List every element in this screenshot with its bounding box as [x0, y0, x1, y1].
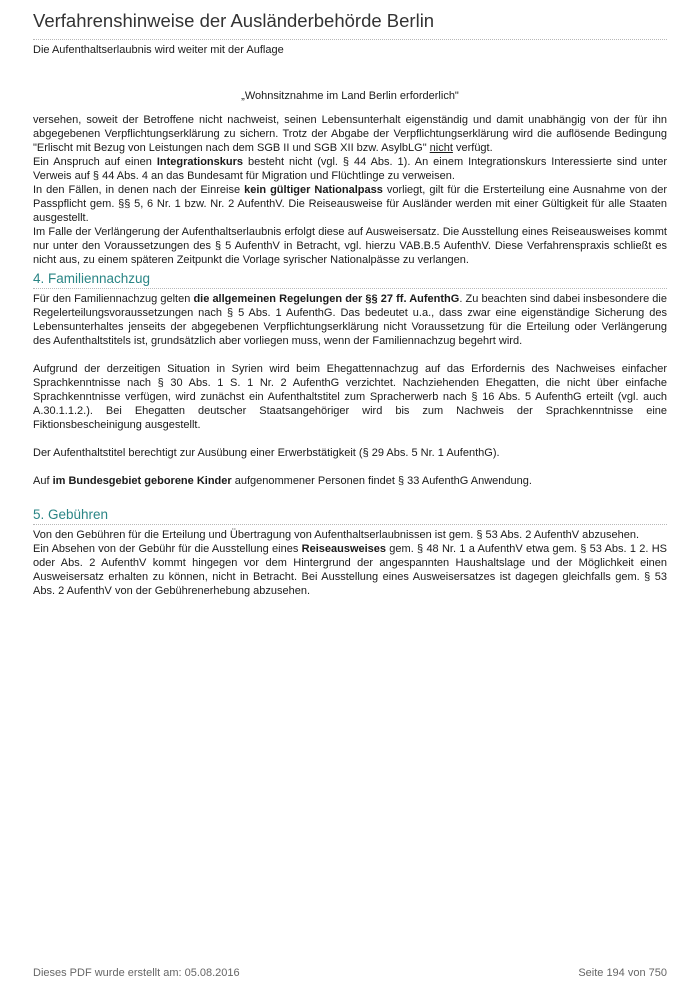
- paragraph-text: Für den Familiennachzug gelten: [33, 293, 194, 305]
- paragraph-text: versehen, soweit der Betroffene nicht nachweist, seinen Lebensunterhalt eigenständig und damit unabhängig von der für ihn abgegebenen Verpflichtungserklärung zu sichern. Trotz der Abgabe der Verpflichtungserklärung wird die auflösende Bedingung "Erlischt mit Bezug von Leistungen nach dem SGB II und SGB XII bzw. AsylbLG": [33, 114, 667, 154]
- paragraph: [33, 113, 667, 155]
- paragraph-text: . Zu beachten sind dabei insbesondere die Regelerteilungsvoraussetzungen nach § 5 Abs. 1 AufenthG. Das bedeutet u.a., dass zwar eine eigenständige Sicherung des Lebensunterhaltes jenseits der abgegebenen Verpflichtungserklärung nicht Voraussetzung für die Erteilung oder Verlängerung des Aufenthaltstitels ist, grundsätzlich aber vorliegen muss, wenn der Familiennachzug begehrt wird.: [33, 293, 667, 347]
- paragraph: Im Falle der Verlängerung der Aufenthaltserlaubnis erfolgt diese auf Ausweisersatz. Die Ausstellung eines Reiseausweises kommt nur unter den Voraussetzungen des § 5 AufenthV in Betracht, vgl. hierzu VAB.B.5 AufenthV. Diese Verfahrenspraxis schließt es nicht aus, zu einem späteren Zeitpunkt die Vorlage syrischer Nationalpässe zu verlangen.: [33, 226, 667, 266]
- paragraph-text: aufgenommener Personen findet § 33 AufenthG Anwendung.: [231, 475, 532, 487]
- bold-text: kein gültiger Nationalpass: [244, 184, 383, 196]
- bold-text: die allgemeinen Regelungen der §§ 27 ff. AufenthG: [193, 293, 460, 305]
- paragraph-text: vorliegt, gilt für die Ersterteilung eine Ausnahme von der Passpflicht gem. §§ 5, 6 Nr. 1 bzw. Nr. 2 AufenthV. Die Reiseausweise für Ausländer werden mit einer Gültigkeit für alle Staaten ausgestellt.: [33, 184, 667, 224]
- document-body: [33, 113, 667, 598]
- paragraph: Von den Gebühren für die Erteilung und Übertragung von Aufenthaltserlaubnissen ist gem. § 53 Abs. 2 AufenthV abzusehen.: [33, 529, 640, 541]
- paragraph: Aufgrund der derzeitigen Situation in Syrien wird beim Ehegattennachzug auf das Erfordernis des Nachweises einfacher Sprachkenntnisse nach § 30 Abs. 1 S. 1 Nr. 2 AufenthG verzichtet. Nachziehenden Ehegatten, die nicht über einfache Sprachkenntnisse verfügen, wird zunächst ein Aufenthaltstitel zum Spracherwerb nach § 16 Abs. 5 AufenthG erteilt (vgl. auch A.30.1.1.2.). Bei Ehegatten deutscher Staatsangehöriger wird bis zum Nachweis der Sprachkenntnisse eine Fiktionsbescheinigung ausgestellt.: [33, 363, 667, 431]
- bold-text: im Bundesgebiet geborene Kinder: [52, 475, 232, 487]
- paragraph-text: In den Fällen, in denen nach der Einreise: [33, 184, 245, 196]
- paragraph: [33, 542, 667, 598]
- paragraph-text: gem. § 48 Nr. 1 a AufenthV etwa gem. § 53 Abs. 1 2. HS oder Abs. 2 AufenthV kommt hingegen vor dem Hintergrund der angespannten Haushaltslage und der Möglichkeit einen Ausweisersatz erhalten zu können, nicht in Betracht. Bei Ausstellung eines Ausweisersatzes ist dagegen gleichfalls gem. § 53 Abs. 2 AufenthV von der Gebührenerhebung abzusehen.: [33, 543, 667, 597]
- paragraph: Der Aufenthaltstitel berechtigt zur Ausübung einer Erwerbstätigkeit (§ 29 Abs. 5 Nr. 1 AufenthG).: [33, 447, 500, 459]
- intro-text: Die Aufenthaltserlaubnis wird weiter mit der Auflage: [33, 44, 284, 56]
- paragraph: [33, 155, 667, 183]
- footer-page-number: Seite 194 von 750: [578, 967, 667, 979]
- paragraph-text: verfügt.: [452, 142, 493, 154]
- bold-text: Reiseausweises: [301, 543, 387, 555]
- section-heading-familiennachzug: 4. Familiennachzug: [33, 270, 667, 289]
- paragraph-text: Auf: [33, 475, 53, 487]
- residence-condition-quote: „Wohnsitznahme im Land Berlin erforderlich": [241, 90, 459, 102]
- paragraph-text: Ein Anspruch auf einen: [33, 156, 157, 168]
- bold-text: Integrationskurs: [156, 156, 243, 168]
- paragraph: [33, 292, 667, 348]
- paragraph-text: Ein Absehen von der Gebühr für die Ausstellung eines: [33, 543, 302, 555]
- paragraph-text: besteht nicht (vgl. § 44 Abs. 1). An einem Integrationskurs Interessierte sind unter Verweis auf § 44 Abs. 4 an das Bundesamt für Migration und Flüchtlinge zu verweisen.: [33, 156, 667, 182]
- paragraph: [33, 183, 667, 225]
- underlined-text: nicht: [429, 142, 453, 154]
- paragraph: [33, 474, 667, 488]
- footer-created-date: Dieses PDF wurde erstellt am: 05.08.2016: [33, 967, 240, 979]
- section-heading-gebuehren: 5. Gebühren: [33, 506, 667, 525]
- page-title: Verfahrenshinweise der Ausländerbehörde Berlin: [33, 10, 667, 40]
